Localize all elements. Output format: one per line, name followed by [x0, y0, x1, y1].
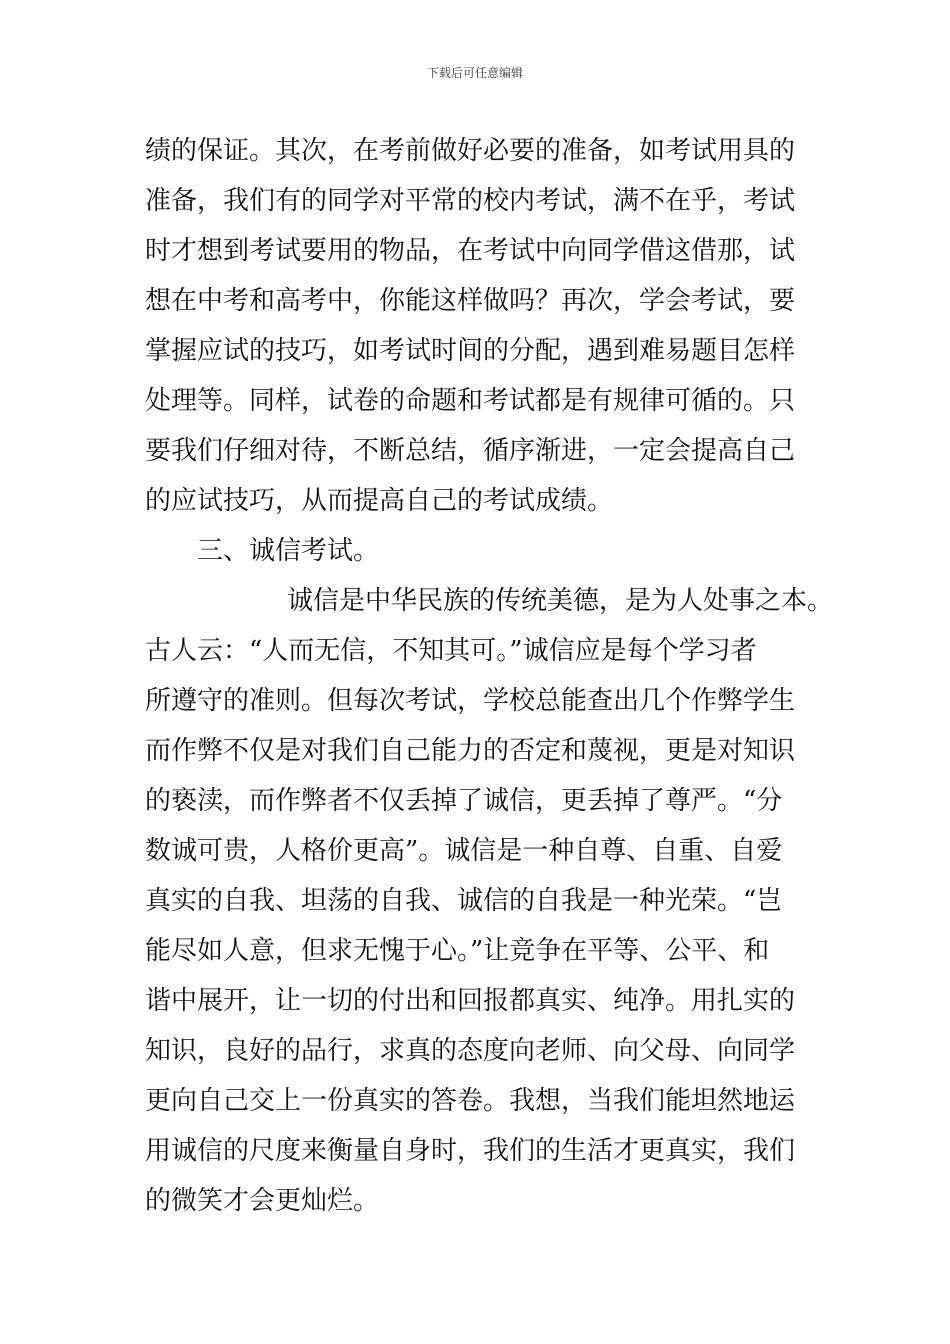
- text-line: 知识，良好的品行，求真的态度向老师、向父母、向同学: [145, 1036, 796, 1066]
- text-line: 真实的自我、坦荡的自我、诚信的自我是一种光荣。“岂: [145, 886, 783, 916]
- text-line: 要我们仔细对待，不断总结，循序渐进，一定会提高自己: [145, 436, 796, 466]
- text-line: 的应试技巧，从而提高自己的考试成绩。: [145, 486, 614, 516]
- text-line: 的亵渎，而作弊者不仅丢掉了诚信，更丢掉了尊严。“分: [145, 786, 783, 816]
- text-line: 绩的保证。其次，在考前做好必要的准备，如考试用具的: [145, 136, 796, 166]
- text-line: 数诚可贵，人格价更高”。诚信是一种自尊、自重、自爱: [145, 836, 783, 866]
- body-text: [145, 126, 834, 1226]
- text-line: 诚信是中华民族的传统美德，是为人处事之本。: [287, 586, 834, 616]
- page-header: 下载后可任意编辑: [426, 66, 523, 80]
- text-line: 古人云：“人而无信，不知其可。”诚信应是每个学习者: [145, 636, 757, 666]
- text-line: 的微笑才会更灿烂。: [145, 1186, 380, 1216]
- text-line: 掌握应试的技巧，如考试时间的分配，遇到难易题目怎样: [145, 336, 796, 366]
- text-line: 谐中展开，让一切的付出和回报都真实、纯净。用扎实的: [145, 986, 796, 1016]
- text-line: 准备，我们有的同学对平常的校内考试，满不在乎，考试: [145, 186, 796, 216]
- text-line: 想在中考和高考中，你能这样做吗？再次，学会考试，要: [145, 286, 796, 316]
- text-line: 所遵守的准则。但每次考试，学校总能查出几个作弊学生: [145, 686, 796, 716]
- text-line: 用诚信的尺度来衡量自身时，我们的生活才更真实，我们: [145, 1136, 796, 1166]
- text-line: 更向自己交上一份真实的答卷。我想，当我们能坦然地运: [145, 1086, 796, 1116]
- text-line: 能尽如人意，但求无愧于心。”让竞争在平等、公平、和: [145, 936, 770, 966]
- section-heading: 三、诚信考试。: [197, 536, 380, 566]
- text-line: 时才想到考试要用的物品，在考试中向同学借这借那，试: [145, 236, 796, 266]
- text-line: 处理等。同样，试卷的命题和考试都是有规律可循的。只: [145, 386, 796, 416]
- text-line: 而作弊不仅是对我们自己能力的否定和蔑视，更是对知识: [145, 736, 796, 766]
